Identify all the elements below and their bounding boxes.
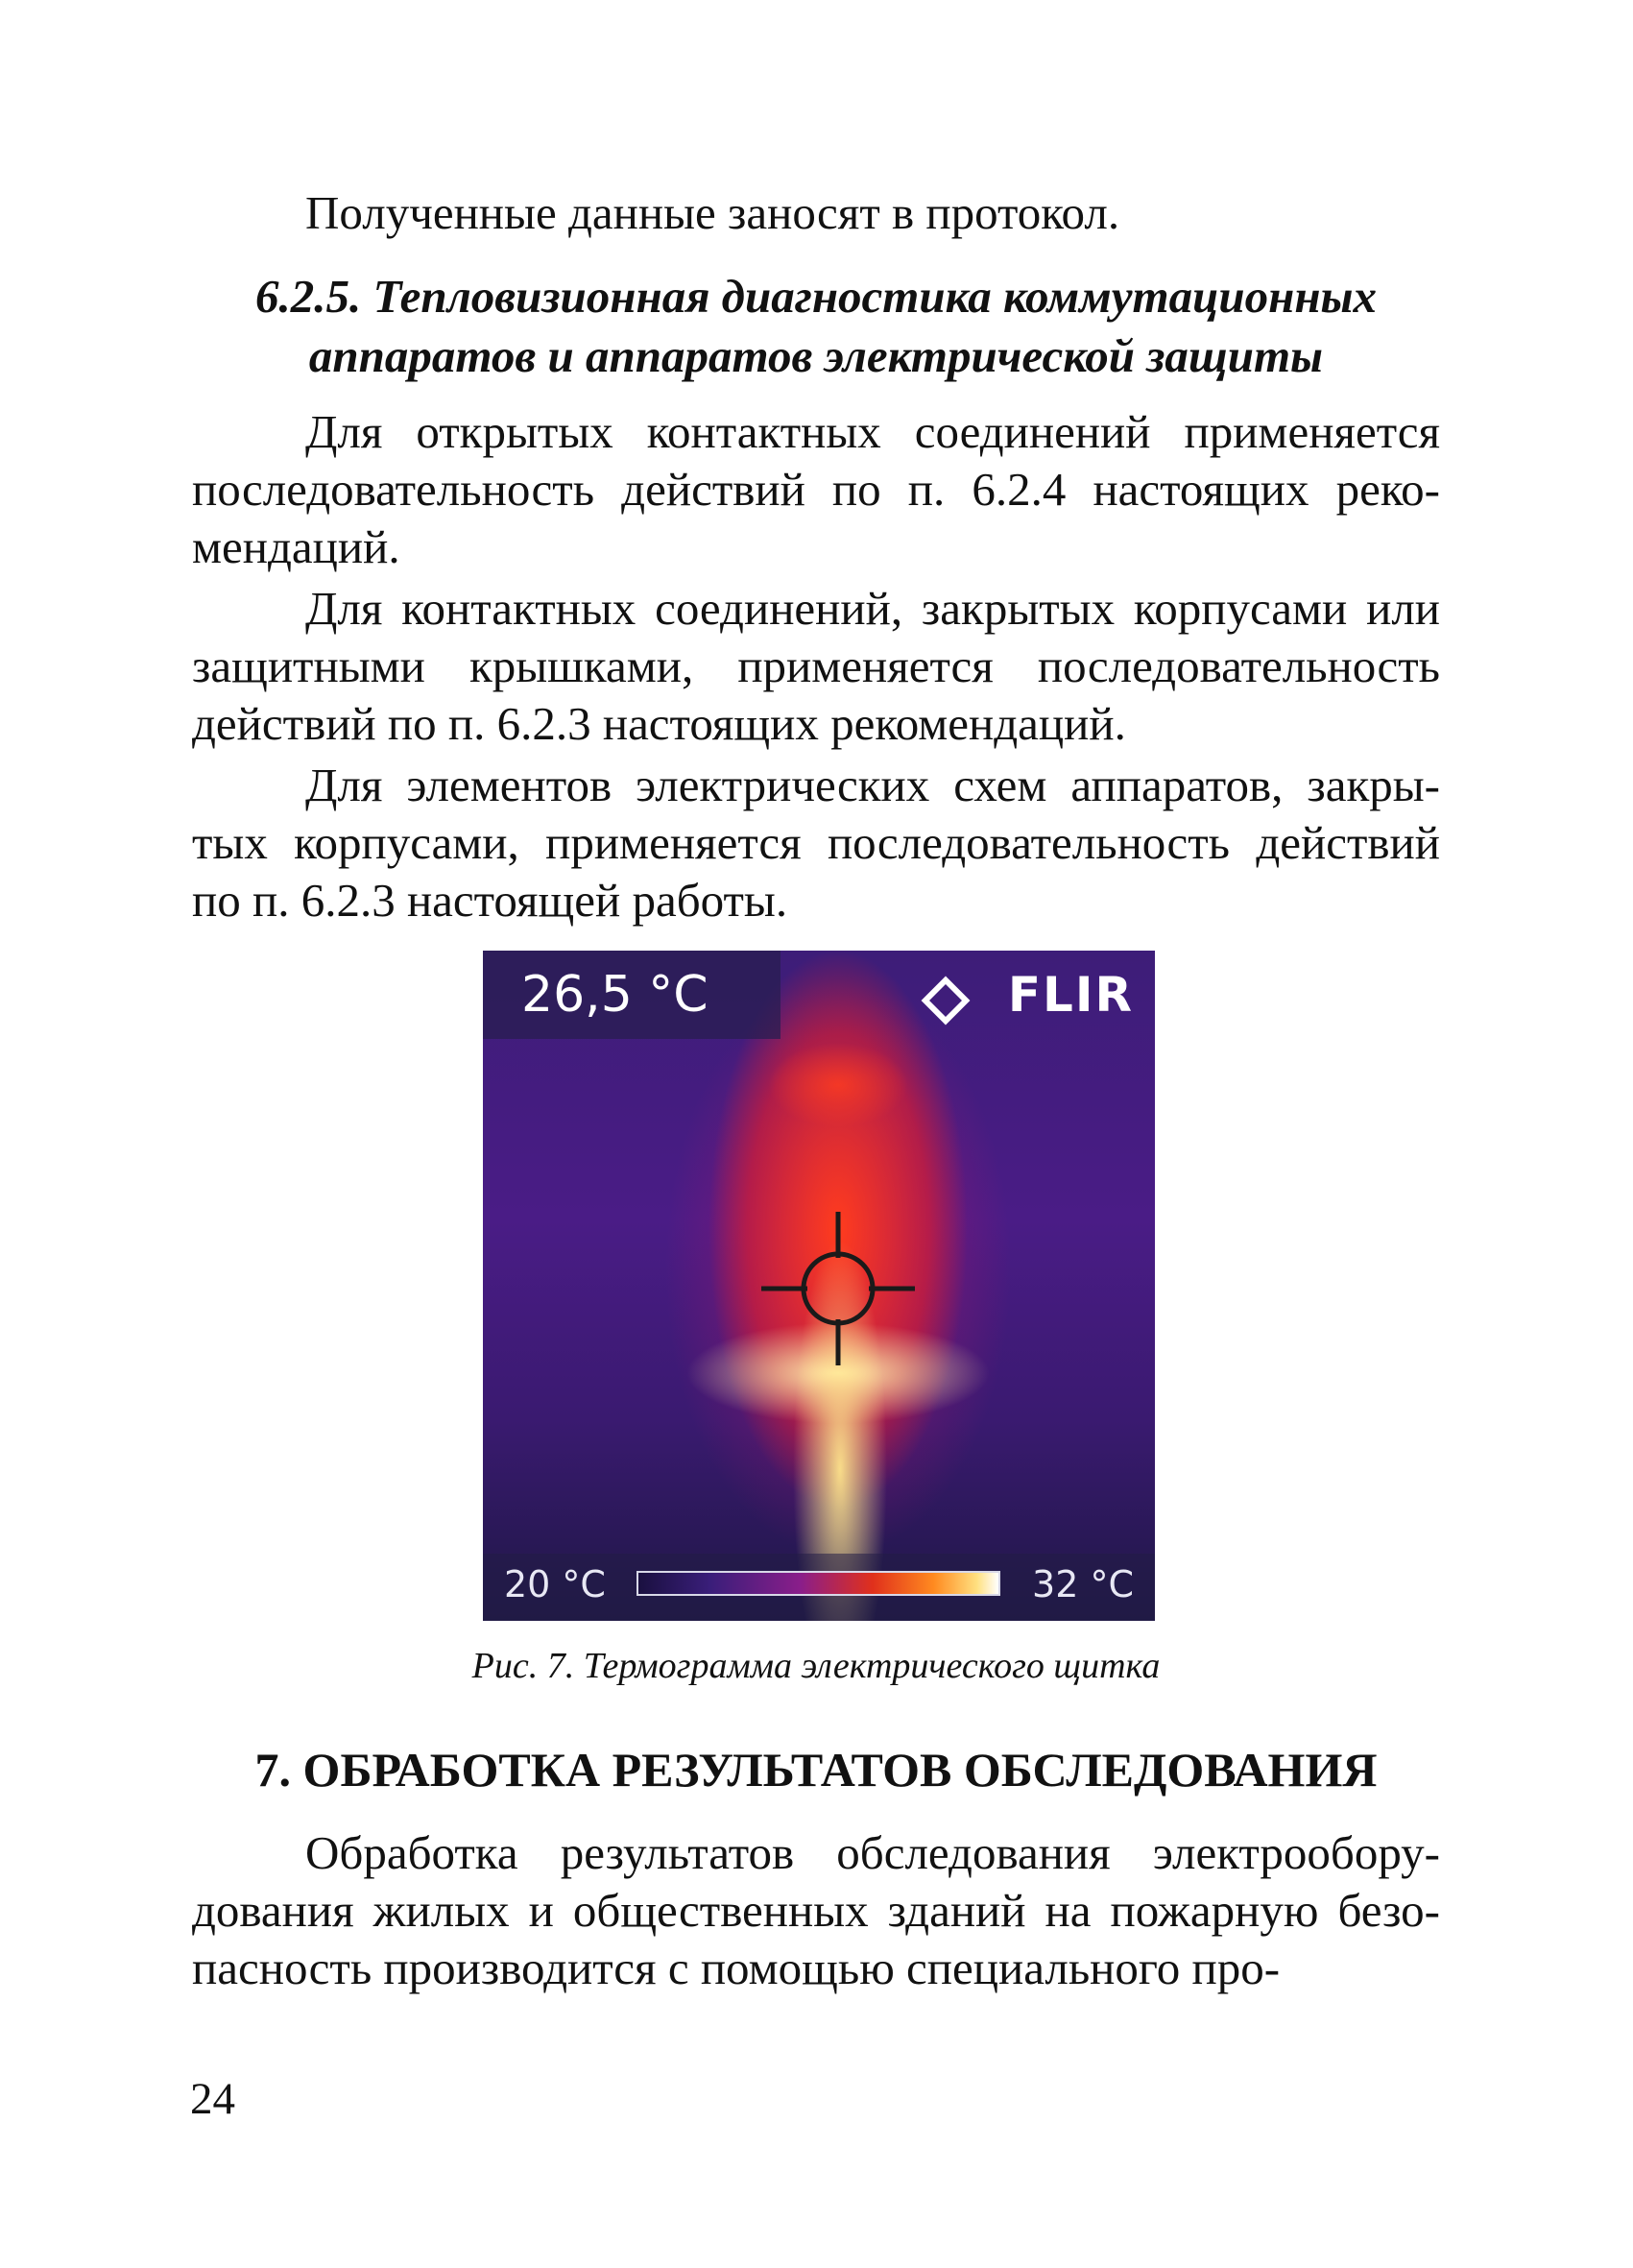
brand-logo-text: FLIR: [1007, 967, 1134, 1023]
intro-line: Полученные данные заносят в протокол.: [305, 186, 1120, 239]
temperature-readout-box: [483, 951, 780, 1039]
color-scale-strip: [636, 1571, 1000, 1596]
paragraph-closed-contacts: Для контактных соединений, закрытых корпусами или защитными крышками, применяется последовательность действий по п. 6.2.3 настоящих рекомендаций.: [192, 582, 1440, 750]
scale-min-label: 20 °C: [504, 1563, 606, 1605]
page-number: 24: [190, 2074, 235, 2124]
section-625-title-line1: 6.2.5. Тепловизионная диагностика коммутационных: [254, 270, 1378, 323]
scale-max-label: 32 °C: [1032, 1563, 1134, 1605]
temperature-scale-bar: [483, 1554, 1155, 1621]
flir-logo-icon: [922, 977, 971, 1025]
thermogram-image: [483, 951, 1155, 1621]
temperature-reading: 26,5 °C: [521, 966, 708, 1024]
section-7-paragraph: Обработка результатов обследования электрообору-дования жилых и общественных зданий на пожарную безо-пасность производится с помощью специального про-: [192, 1826, 1440, 1994]
paragraph-open-contacts: Для открытых контактных соединений применяется последовательность действий по п. 6.2.4 настоящих реко-мендаций.: [192, 405, 1440, 573]
figure-caption: Рис. 7. Термограмма электрического щитка: [471, 1646, 1161, 1686]
section-625-title-line2: аппаратов и аппаратов электрической защиты: [308, 329, 1324, 382]
section-7-heading: 7. ОБРАБОТКА РЕЗУЛЬТАТОВ ОБСЛЕДОВАНИЯ: [254, 1743, 1378, 1797]
crosshair-icon: [752, 1202, 925, 1375]
paragraph-circuit-elements: Для элементов электрических схем аппаратов, закры-тых корпусами, применяется последовательность действий по п. 6.2.3 настоящей работы.: [192, 759, 1440, 927]
